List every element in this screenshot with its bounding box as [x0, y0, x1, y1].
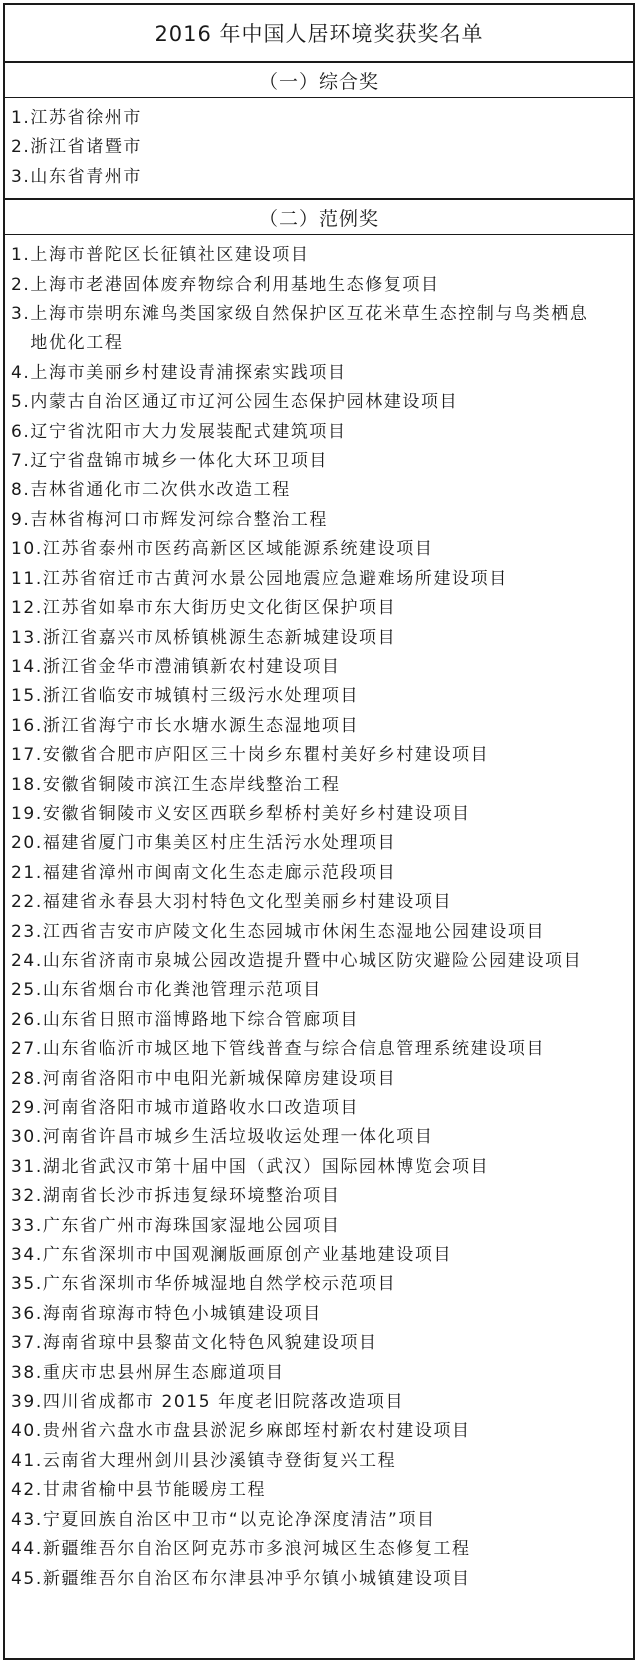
item-text: 福建省漳州市闽南文化生态走廊示范段项目 — [42, 862, 397, 883]
list-item — [11, 241, 633, 270]
item-text: 山东省临沂市城区地下管线普查与综合信息管理系统建设项目 — [42, 1039, 546, 1060]
item-number: 44. — [11, 1539, 43, 1560]
list-item — [11, 447, 633, 476]
item-text: 福建省厦门市集美区村庄生活污水处理项目 — [42, 833, 397, 854]
list-item — [11, 1476, 633, 1505]
list-item — [11, 359, 633, 388]
list-item — [11, 1212, 633, 1241]
list-item — [11, 594, 633, 623]
list-item — [11, 104, 633, 133]
list-item — [11, 771, 633, 800]
item-number: 1. — [11, 245, 31, 266]
item-number: 45. — [11, 1568, 43, 1589]
list-item — [11, 1506, 633, 1535]
item-text: 吉林省通化市二次供水改造工程 — [30, 480, 291, 501]
item-text: 浙江省金华市澧浦镇新农村建设项目 — [42, 656, 341, 677]
item-number: 12. — [11, 598, 43, 619]
item-text: 安徽省铜陵市义安区西联乡犁桥村美好乡村建设项目 — [42, 803, 471, 824]
item-text: 福建省永春县大羽村特色文化型美丽乡村建设项目 — [42, 892, 453, 913]
list-item — [11, 163, 633, 192]
item-number: 38. — [11, 1362, 43, 1383]
list-item — [11, 388, 633, 417]
list-item — [11, 1182, 633, 1211]
item-number: 16. — [11, 715, 43, 736]
item-number: 36. — [11, 1303, 43, 1324]
item-text: 甘肃省榆中县节能暖房工程 — [42, 1480, 267, 1501]
list-item — [11, 800, 633, 829]
item-text: 广东省深圳市华侨城湿地自然学校示范项目 — [42, 1274, 397, 1295]
item-text: 浙江省临安市城镇村三级污水处理项目 — [42, 686, 360, 707]
item-text: 江西省吉安市庐陵文化生态园城市休闲生态湿地公园建设项目 — [42, 921, 546, 942]
item-text: 河南省洛阳市城市道路收水口改造项目 — [42, 1098, 360, 1118]
list-item — [11, 1241, 633, 1270]
list-item — [11, 565, 633, 594]
list-item — [11, 682, 633, 711]
item-number: 11. — [11, 568, 43, 589]
item-number: 7. — [11, 451, 31, 472]
item-text: 江苏省如皋市东大街历史文化街区保护项目 — [42, 598, 397, 619]
item-number: 5. — [11, 392, 31, 413]
item-text: 山东省日照市淄博路地下综合管廊项目 — [42, 1009, 360, 1030]
list-item — [11, 1388, 633, 1417]
list-item — [11, 1123, 633, 1152]
list-item — [11, 133, 633, 162]
item-text: 安徽省合肥市庐阳区三十岗乡东瞿村美好乡村建设项目 — [42, 745, 490, 766]
item-number: 2. — [11, 137, 31, 158]
item-text: 宁夏回族自治区中卫市“以克论净深度清洁”项目 — [42, 1509, 436, 1530]
item-number: 30. — [11, 1127, 43, 1148]
item-number: 40. — [11, 1421, 43, 1442]
item-number: 25. — [11, 980, 43, 1001]
list-item — [11, 506, 633, 535]
list-item — [11, 888, 633, 917]
item-number: 34. — [11, 1245, 43, 1266]
item-number: 27. — [11, 1039, 43, 1060]
list-item — [11, 1006, 633, 1035]
item-number: 19. — [11, 803, 43, 824]
item-text: 辽宁省盘锦市城乡一体化大环卫项目 — [30, 451, 329, 472]
item-text: 上海市老港固体废弃物综合利用基地生态修复项目 — [30, 274, 440, 295]
item-number: 20. — [11, 833, 43, 854]
list-item — [11, 741, 633, 770]
item-text: 浙江省诸暨市 — [30, 137, 143, 158]
item-text: 海南省琼海市特色小城镇建设项目 — [42, 1303, 322, 1324]
item-text: 江苏省泰州市医药高新区区域能源系统建设项目 — [42, 539, 434, 560]
list-item — [11, 976, 633, 1005]
list-item — [11, 1153, 633, 1182]
item-text: 湖南省长沙市拆违复绿环境整治项目 — [42, 1186, 341, 1207]
section-heading-model: （二）范例奖 — [5, 198, 633, 235]
item-number: 17. — [11, 745, 43, 766]
item-number: 31. — [11, 1156, 43, 1177]
item-number: 2. — [11, 274, 31, 295]
list-item — [11, 1417, 633, 1446]
item-number: 32. — [11, 1186, 43, 1207]
list-item — [11, 712, 633, 741]
list-item — [11, 1094, 633, 1123]
item-text: 辽宁省沈阳市大力发展装配式建筑项目 — [30, 421, 347, 442]
item-text: 河南省洛阳市中电阳光新城保障房建设项目 — [42, 1068, 397, 1089]
item-text: 上海市崇明东滩鸟类国家级自然保护区互花米草生态控制与鸟类栖息地优化工程 — [30, 304, 589, 354]
item-text: 浙江省海宁市长水塘水源生态湿地项目 — [42, 715, 360, 736]
list-item — [11, 535, 633, 564]
item-text: 浙江省嘉兴市凤桥镇桃源生态新城建设项目 — [42, 627, 397, 648]
award-list-table — [3, 3, 635, 1660]
item-text: 内蒙古自治区通辽市辽河公园生态保护园林建设项目 — [30, 392, 459, 413]
item-text: 广东省深圳市中国观澜版画原创产业基地建设项目 — [42, 1245, 453, 1266]
item-number: 43. — [11, 1509, 43, 1530]
item-text: 云南省大理州剑川县沙溪镇寺登街复兴工程 — [42, 1450, 397, 1471]
page-title: 2016 年中国人居环境奖获奖名单 — [5, 5, 633, 63]
item-number: 4. — [11, 362, 31, 383]
list-item — [11, 1065, 633, 1094]
item-text: 四川省成都市 2015 年度老旧院落改造项目 — [42, 1392, 405, 1413]
item-text: 河南省许昌市城乡生活垃圾收运处理一体化项目 — [42, 1127, 434, 1148]
item-number: 35. — [11, 1274, 43, 1295]
item-number: 37. — [11, 1333, 43, 1354]
item-number: 13. — [11, 627, 43, 648]
item-text: 安徽省铜陵市滨江生态岸线整治工程 — [42, 774, 341, 795]
item-text: 江苏省宿迁市古黄河水景公园地震应急避难场所建设项目 — [42, 568, 508, 589]
item-text: 江苏省徐州市 — [30, 108, 143, 128]
item-number: 26. — [11, 1009, 43, 1030]
list-item — [11, 1359, 633, 1388]
list-item — [11, 271, 633, 300]
section-heading-comprehensive: （一）综合奖 — [5, 63, 633, 98]
list-item — [11, 859, 633, 888]
item-number: 28. — [11, 1068, 43, 1089]
item-text: 新疆维吾尔自治区布尔津县冲乎尔镇小城镇建设项目 — [42, 1568, 471, 1589]
item-number: 6. — [11, 421, 31, 442]
item-text: 贵州省六盘水市盘县淤泥乡麻郎垤村新农村建设项目 — [42, 1421, 471, 1442]
item-number: 10. — [11, 539, 43, 560]
list-item — [11, 1300, 633, 1329]
item-text: 湖北省武汉市第十届中国（武汉）国际园林博览会项目 — [42, 1156, 490, 1177]
list-item — [11, 653, 633, 682]
item-number: 3. — [11, 166, 31, 187]
item-text: 重庆市忠县州屏生态廊道项目 — [42, 1362, 285, 1383]
item-number: 42. — [11, 1480, 43, 1501]
item-text: 广东省广州市海珠国家湿地公园项目 — [42, 1215, 341, 1236]
item-number: 21. — [11, 862, 43, 883]
list-item — [11, 300, 633, 359]
list-item — [11, 829, 633, 858]
item-number: 1. — [11, 108, 31, 128]
item-text: 上海市普陀区长征镇社区建设项目 — [30, 245, 310, 266]
item-number: 15. — [11, 686, 43, 707]
list-item — [11, 1270, 633, 1299]
item-number: 14. — [11, 656, 43, 677]
item-number: 23. — [11, 921, 43, 942]
item-text: 吉林省梅河口市辉发河综合整治工程 — [30, 509, 329, 530]
comprehensive-award-list — [5, 98, 633, 192]
item-text: 山东省青州市 — [30, 166, 143, 187]
item-number: 24. — [11, 950, 43, 971]
item-text: 上海市美丽乡村建设青浦探索实践项目 — [30, 362, 347, 383]
list-item — [11, 947, 633, 976]
list-item — [11, 918, 633, 947]
item-text: 新疆维吾尔自治区阿克苏市多浪河城区生态修复工程 — [42, 1539, 471, 1560]
list-item — [11, 1565, 633, 1594]
item-number: 29. — [11, 1098, 43, 1118]
item-number: 41. — [11, 1450, 43, 1471]
list-item — [11, 1329, 633, 1358]
item-number: 8. — [11, 480, 31, 501]
item-number: 33. — [11, 1215, 43, 1236]
list-item — [11, 624, 633, 653]
list-item — [11, 1447, 633, 1476]
item-text: 山东省济南市泉城公园改造提升暨中心城区防灾避险公园建设项目 — [42, 950, 583, 971]
list-item — [11, 418, 633, 447]
item-text: 山东省烟台市化粪池管理示范项目 — [42, 980, 322, 1001]
list-item — [11, 1035, 633, 1064]
item-number: 3. — [11, 304, 31, 325]
item-number: 39. — [11, 1392, 43, 1413]
item-number: 22. — [11, 892, 43, 913]
item-number: 9. — [11, 509, 31, 530]
list-item — [11, 476, 633, 505]
item-text: 海南省琼中县黎苗文化特色风貌建设项目 — [42, 1333, 378, 1354]
model-award-list — [5, 235, 633, 1594]
list-item — [11, 1535, 633, 1564]
item-number: 18. — [11, 774, 43, 795]
